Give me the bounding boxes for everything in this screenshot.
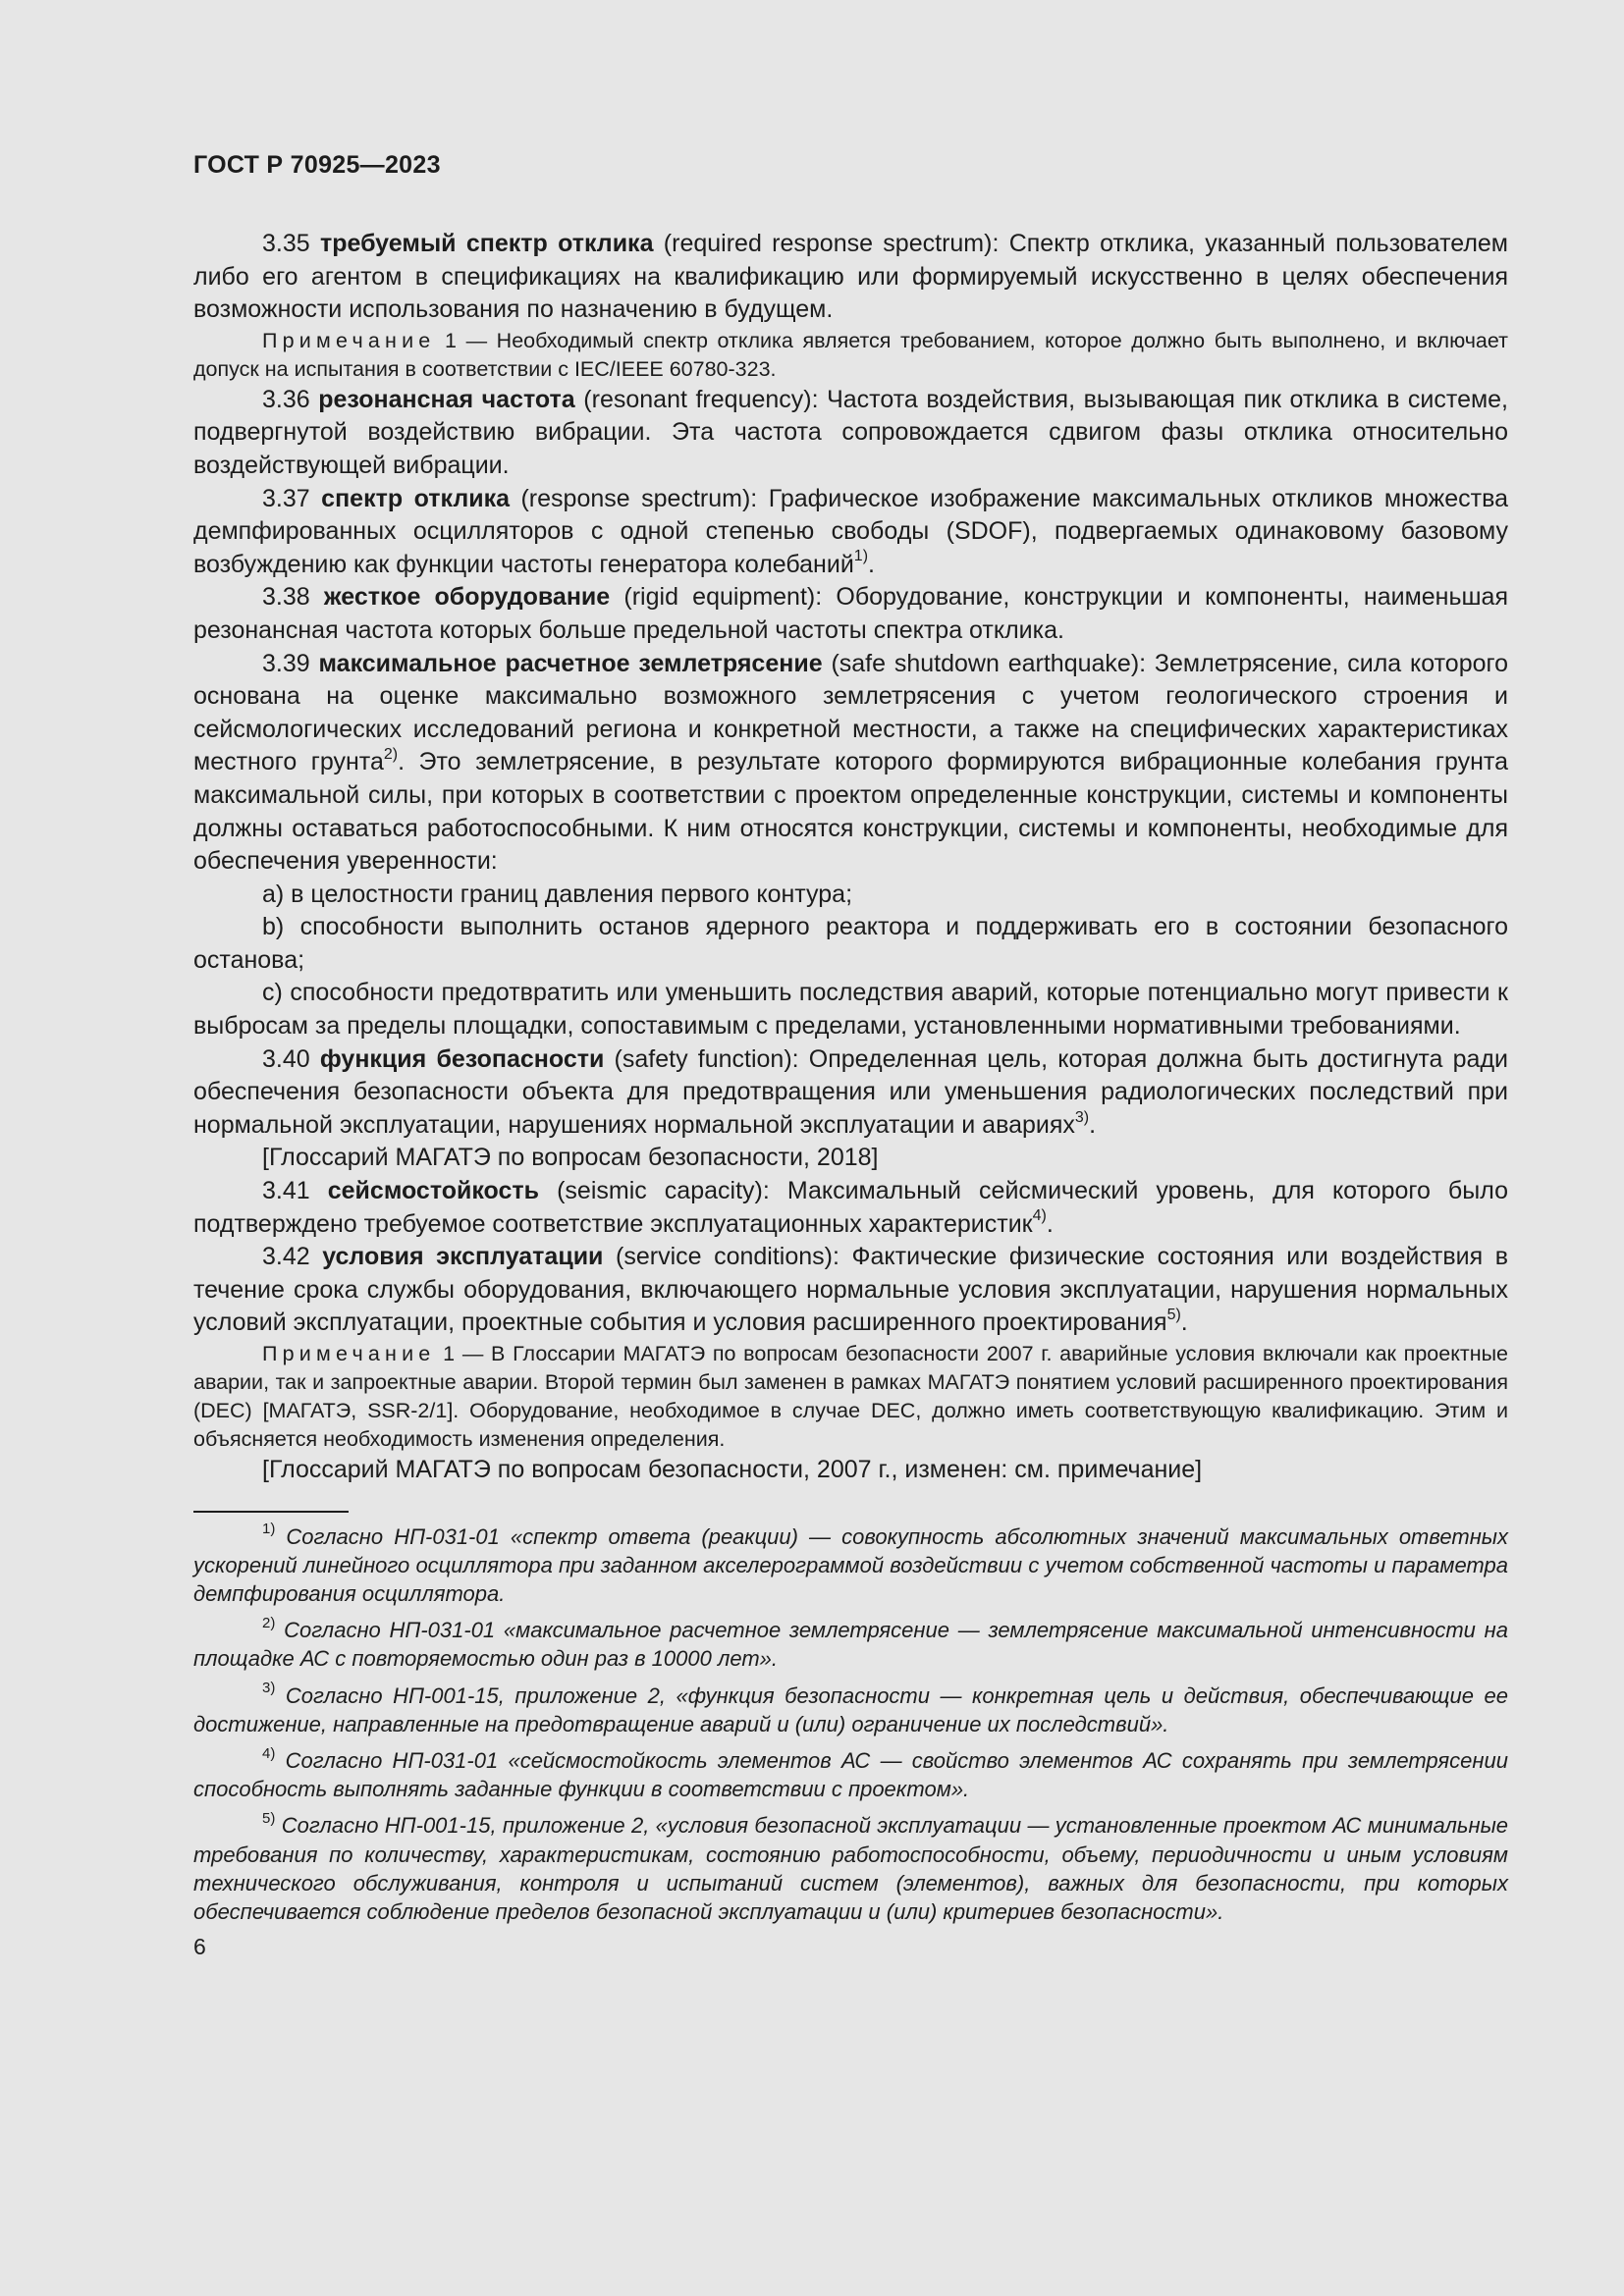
term-tail: . Это землетрясение, в результате которого формируются вибрационные колебания грунта максимальной силы, при которых в соответствии с проектом определенные конструкции, системы и компоненты должны оставаться работоспособными. К ним относятся конструкции, системы и компоненты, необходимые для обеспечения уверенности: [193,748,1509,876]
term-definition: (safety function): Определенная цель, которая должна быть достигнута ради обеспечения безопасности объекта для предотвращения или уменьшения радиологических последствий при нормальной эксплуатации, нарушениях нормальной эксплуатации и авариях [193,1044,1509,1139]
terms-section [193,228,1508,1487]
term-tail: . [1089,1110,1097,1139]
footnote-4 [193,1746,1508,1803]
footnote-5 [193,1811,1508,1926]
term-name: жесткое оборудование [323,583,611,612]
term-name: резонансная частота [318,385,575,413]
footnote-divider [193,1511,349,1513]
source-citation-3-42: [Глоссарий МАГАТЭ по вопросам безопасности, 2007 г., изменен: см. примечание] [262,1456,1203,1483]
term-name: требуемый спектр отклика [319,230,654,257]
term-definition: (response spectrum): Графическое изображение максимальных откликов множества демпфированных осцилляторов с одной степенью свободы (SDOF), подвергаемых одинаковому базовому возбуждению как функции частоты генератора колебаний [193,484,1508,578]
term-entry-3-37 [193,483,1508,582]
footnote-mark: 2) [262,1614,276,1631]
term-name: максимальное расчетное землетрясение [318,649,823,677]
note-text: 1 — В Глоссарии МАГАТЭ по вопросам безопасности 2007 г. аварийные условия включали как проектные аварии, так и запроектные аварии. Второй термин был заменен в рамках МАГАТЭ понятием условий расширенного проектирования (DEC) [МАГАТЭ, SSR-2/1]. Оборудование, необходимое в случае DEC, должно иметь соответствующую квалификацию. Этим и объясняется необходимость изменения определения. [193,1342,1508,1451]
note-text: 1 — Необходимый спектр отклика является требованием, которое должно быть выполнено, и включает допуск на испытания в соответствии с IEC/IEEE 60780-323. [193,328,1508,381]
entry-number: 3.42 [262,1243,310,1271]
footnote-text: Согласно НП-031-01 «спектр ответа (реакции) — совокупность абсолютных значений максимальных ответных ускорений линейного осциллятора при заданном акселерограммой воздействии с учетом собственной частоты и параметра демпфирования осциллятора. [193,1523,1508,1606]
footnote-mark: 3) [262,1680,276,1697]
footnote-text: Согласно НП-031-01 «максимальное расчетное землетрясение — землетрясение максимальной интенсивности на площадке АС с повторяемостью один раз в 10000 лет». [193,1618,1508,1672]
term-entry-3-39 [193,648,1508,879]
term-definition: (resonant frequency): Частота воздействия, вызывающая пик отклика в системе, подвергнутой воздействию вибрации. Эта частота сопровождается сдвигом фазы отклика относительно воздействующей вибрации. [193,385,1509,479]
term-name: условия эксплуатации [322,1243,604,1271]
term-entry-3-36 [193,384,1508,483]
footnote-mark: 1) [262,1521,276,1538]
note-label: Примечание [262,328,436,352]
page-number: 6 [193,1934,206,1960]
term-definition: (required response spectrum): Спектр отклика, указанный пользователем либо его агентом в спецификациях на квалификацию или формируемый искусственно в целях обеспечения возможности использования по назначению в будущем. [193,230,1508,324]
term-tail: . [868,550,875,578]
term-entry-3-41 [193,1175,1508,1241]
footnote-ref: 2) [383,745,399,763]
document-code: ГОСТ Р 70925—2023 [193,151,441,179]
term-definition: (seismic capacity): Максимальный сейсмический уровень, для которого было подтверждено требуемое соответствие эксплуатационных характеристик [193,1177,1508,1238]
term-entry-3-40 [193,1043,1508,1143]
entry-number: 3.38 [262,583,310,612]
footnote-ref: 3) [1074,1108,1090,1126]
list-item-c: c) способности предотвратить или уменьшить последствия аварий, которые потенциально могут привести к выбросам за пределы площадки, сопоставимым с пределами, установленными нормативными требованиями. [193,979,1508,1041]
footnote-text: Согласно НП-001-15, приложение 2, «условия безопасной эксплуатации — установленные проектом АС минимальные требования по количеству, характеристикам, состоянию работоспособности, объему, периодичности и иным условиям технического обслуживания, контроля и испытаний систем (элементов), важных для безопасности, при которых обеспечивается соблюдение пределов безопасной эксплуатации и (или) критериев безопасности». [193,1813,1508,1925]
entry-number: 3.37 [262,484,310,512]
term-definition: (safe shutdown earthquake): Землетрясение, сила которого основана на оценке максимально возможного землетрясения с учетом геологического строения и сейсмологических исследований региона и конкретной местности, а также на специфических характеристиках местного грунта [193,649,1508,776]
term-entry-3-35 [193,228,1508,327]
term-entry-3-42 [193,1241,1508,1340]
entry-number: 3.36 [262,385,310,413]
entry-number: 3.40 [262,1044,310,1073]
source-citation-3-40: [Глоссарий МАГАТЭ по вопросам безопасности, 2018] [262,1144,879,1172]
term-name: спектр отклика [321,484,510,512]
footnote-3 [193,1682,1508,1738]
term-tail: . [1046,1209,1054,1238]
term-tail: . [1180,1308,1188,1337]
term-name: функция безопасности [319,1044,605,1073]
footnote-2 [193,1616,1508,1673]
entry-number: 3.35 [262,230,310,257]
term-definition: (service conditions): Фактические физические состояния или воздействия в течение срока службы оборудования, включающего нормальные условия эксплуатации, нарушения нормальных условий эксплуатации, проектные события и условия расширенного проектирования [193,1243,1508,1337]
footnote-text: Согласно НП-031-01 «сейсмостойкость элементов АС — свойство элементов АС сохранять при землетрясении способность выполнять заданные функции в соответствии с проектом». [193,1748,1508,1802]
entry-number: 3.41 [262,1177,310,1205]
term-definition: (rigid equipment): Оборудование, конструкции и компоненты, наименьшая резонансная частота которых больше предельной частоты спектра отклика. [193,583,1508,644]
note-3-42 [193,1340,1508,1454]
footnote-mark: 4) [262,1744,276,1762]
footnote-ref: 5) [1166,1307,1181,1324]
term-name: сейсмостойкость [327,1177,540,1205]
note-3-35 [193,327,1508,384]
footnote-text: Согласно НП-001-15, приложение 2, «функция безопасности — конкретная цель и действия, обеспечивающие ее достижение, направленные на предотвращение аварий и (или) ограничение их последствий». [193,1682,1508,1736]
footnote-mark: 5) [262,1810,276,1828]
term-entry-3-38 [193,581,1508,647]
list-item-a: а) в целостности границ давления первого контура; [262,880,853,908]
footnote-1 [193,1522,1508,1609]
footnotes-section [193,1522,1508,1927]
note-label: Примечание [262,1342,436,1365]
entry-number: 3.39 [262,649,310,677]
footnote-ref: 1) [853,548,869,565]
list-item-b: b) способности выполнить останов ядерного реактора и поддерживать его в состоянии безопасного останова; [193,913,1508,974]
footnote-ref: 4) [1032,1207,1047,1225]
